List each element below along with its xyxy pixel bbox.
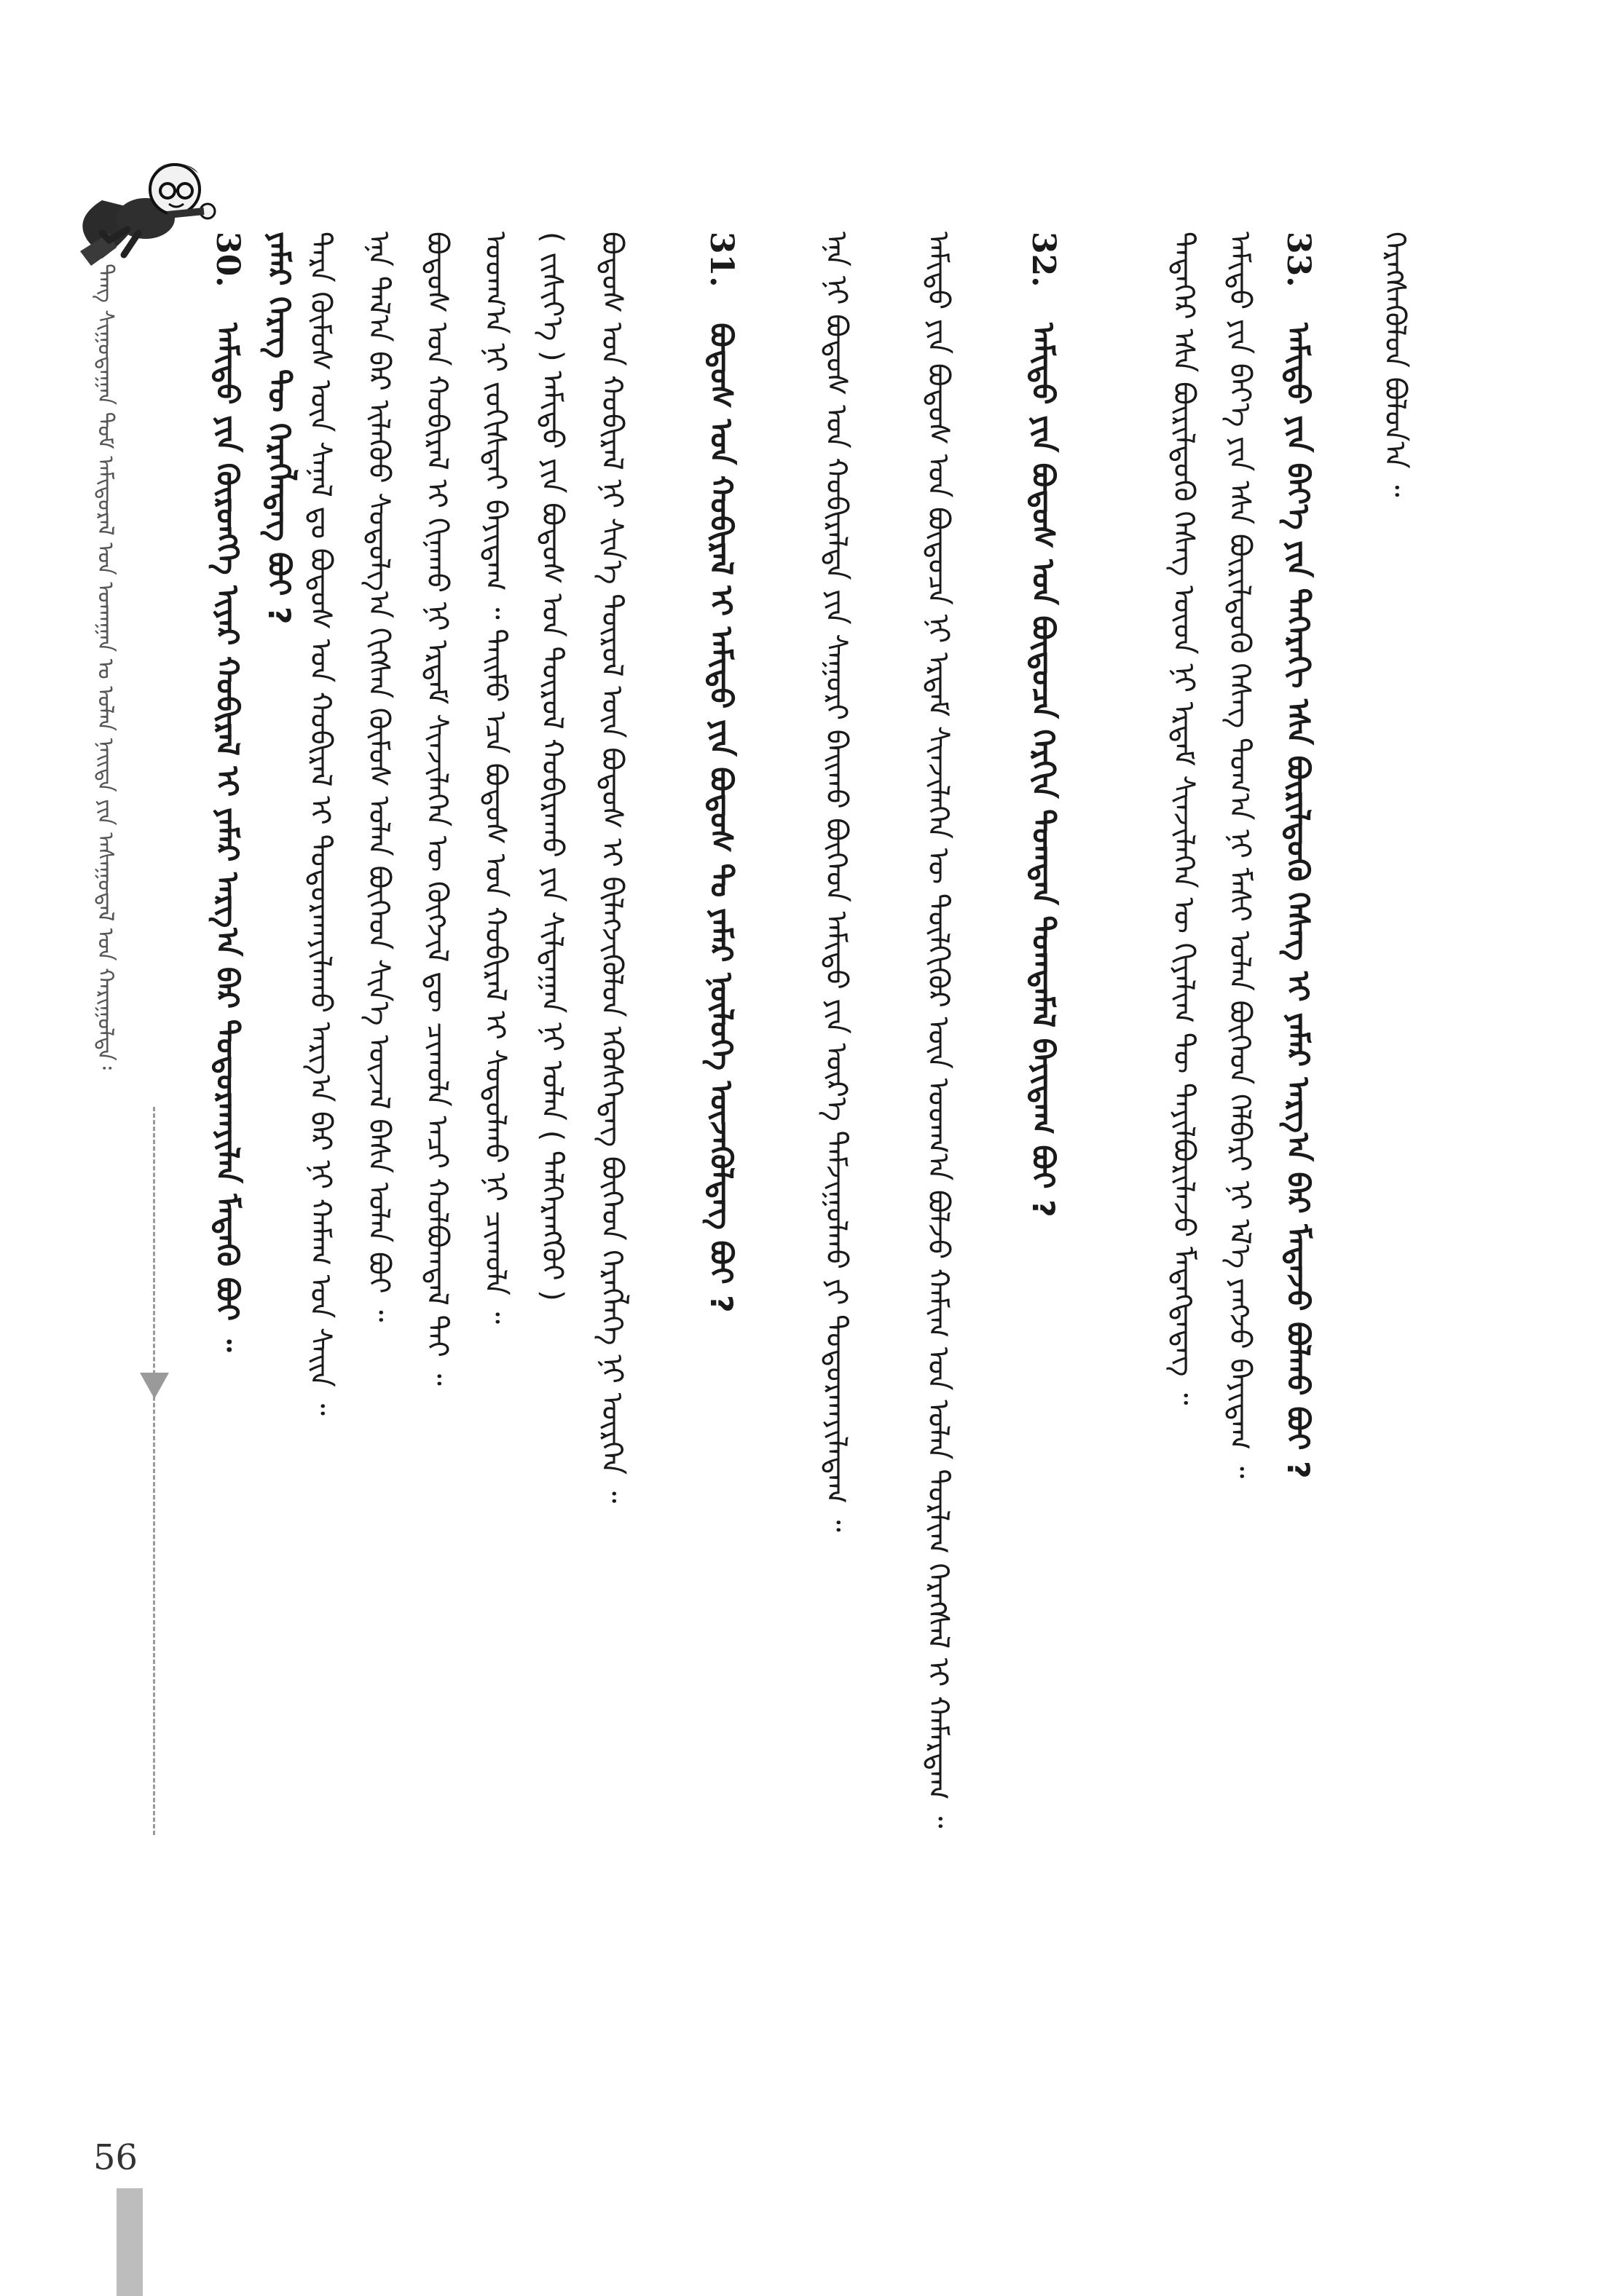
column-text: ᠲᠡᠷᠡ ᠬᠦᠮᠦᠰ ᠦᠨ ᠰᠠᠨᠠᠯ ᠳᠤ ᠪᠣᠳᠣᠰ ᠤᠨ ᠬᠤᠪᠢᠷᠠᠯ ᠢ ᠲᠣᠳᠤᠷᠬᠠᠶᠢᠯᠠᠬᠤ ᠠᠷᠭ᠎ᠠ ᠪᠠᠷ ᠨᠢ ᠬᠠᠮᠠᠭ ᠤᠨ ᠰᠠᠢᠨ ᠃ <box>304 232 337 1416</box>
text-column-9 <box>595 232 629 1504</box>
column-text: ᠡᠨᠡ ᠨᠢ ᠪᠣᠳᠣᠰ ᠤᠨ ᠬᠤᠪᠢᠷᠠᠯᠲᠠ ᠶᠢᠨ ᠰᠠᠭᠤᠷᠢ ᠪᠠᠢᠬᠤ ᠪᠥᠭᠡᠳ ᠠᠮᠢᠳᠤ ᠶᠢᠨ ᠦᠷ᠎ᠡ ᠳᠠᠮᠵᠢᠭᠤᠯᠬᠤ ᠶᠢ ᠲᠣᠳᠤᠷᠬᠠᠶᠢᠯᠠᠳᠠᠭ ᠃ <box>819 232 853 1532</box>
column-text: ᠡᠨᠡ ᠲᠠᠯ᠎ᠠ ᠪᠠᠷ ᠢᠯᠡᠭᠦᠦ ᠰᠤᠳᠤᠯᠭ᠎ᠠ ᠬᠢᠭᠰᠡᠨ ᠬᠦᠮᠦᠰ ᠣᠯᠠᠨ ᠪᠥᠭᠡᠳ ᠰᠢᠨ᠎ᠡ ᠦᠵᠡᠯ ᠪᠠᠰᠠ ᠣᠯᠠᠨ ᠪᠣᠢ ᠃ <box>362 232 396 1322</box>
text-column-4 <box>1169 232 1198 2147</box>
triangle-arrow-icon <box>140 1373 169 1399</box>
text-column-13 <box>362 232 396 2147</box>
column-text: ᠤᠳᠬ᠎ᠠ ᠨᠢ ᠵᠣᠬᠢᠰᠲᠠᠢ ᠪᠠᠶᠢᠳᠠᠭ ᠃ ᠲᠡᠢᠮᠦ ᠡᠴᠡ ᠪᠣᠳᠣᠰ ᠤᠨ ᠬᠤᠪᠢᠷᠠᠯ ᠢ ᠰᠤᠳᠤᠯᠬᠤ ᠨᠢ ᠴᠢᠬᠤᠯᠠ ᠃ <box>479 232 512 1325</box>
text-column-12 <box>422 232 452 2147</box>
question-text: ᠶᠠᠮᠠᠷ ᠬᠡᠷᠡᠭ ᠲᠦ ᠬᠡᠷᠡᠭᠯᠡᠳᠡᠭ ᠪᠤᠢ ? <box>261 232 297 625</box>
question-number: 30. <box>209 232 246 288</box>
header-divider <box>153 1107 155 1835</box>
question-32 <box>1025 232 1062 1491</box>
question-number: 33. <box>1280 232 1317 288</box>
question-30-continued <box>261 232 297 1178</box>
text-column-6 <box>921 232 955 2147</box>
column-text: ᠬᠡᠷᠡᠭᠰᠡᠭᠦᠯᠦᠨ ᠪᠣᠯᠤᠨ᠎ᠠ ᠃ <box>1378 232 1412 497</box>
column-text: ᠠᠮᠢᠳᠤ ᠶᠢᠨ ᠪᠡᠶ᠎ᠡ ᠶᠢᠨ ᠡᠰᠡ ᠪᠦᠷᠢᠯᠳᠦᠬᠦ ᠬᠡᠰᠡᠭ ᠲᠣᠭ᠎ᠠ ᠨᠢ ᠮᠠᠰᠢ ᠣᠯᠠᠨ ᠪᠥᠭᠡᠳ ᠬᠡᠯᠪᠡᠷᠢ ᠨᠢ ᠡᠯ᠎ᠡ ᠶᠠᠩᠵᠤ ᠪᠠᠶᠢᠳᠠᠭ ᠃ <box>1223 232 1256 1479</box>
page-tab-marker <box>117 2188 143 2296</box>
text-column-10 <box>535 232 569 2147</box>
page-number: 56 <box>93 2137 138 2178</box>
question-number: 31. <box>703 232 740 288</box>
question-text: ᠠᠮᠢᠳᠤ ᠶᠢᠨ ᠬᠥᠷᠥᠩᠭᠡ ᠢᠶᠠᠷ ᠬᠤᠪᠢᠷᠠᠯ ᠢ ᠶᠠᠮᠠᠷ ᠠᠷᠭ᠎ᠠ ᠪᠠᠷ ᠲᠣᠳᠤᠷᠬᠠᠶᠢᠯᠠᠨ ᠮᠡᠳᠡᠬᠦ ᠪᠤᠢ ᠃ <box>210 323 245 1352</box>
text-column-14 <box>306 232 335 2147</box>
column-text: ᠪᠣᠳᠣᠰ ᠤᠨ ᠬᠤᠪᠢᠷᠠᠯ ᠨᠢ ᠰᠢᠨ᠎ᠡ ᠲᠥᠷᠦᠯ ᠦᠨ ᠪᠣᠳᠣᠰ ᠢ ᠪᠢᠯᠡᠭᠵᠢᠭᠦᠯᠦᠨ ᠡᠭᠦᠰᠭᠡᠳᠡᠭ ᠪᠥᠭᠡᠳ ᠬᠡᠷᠡᠭᠯᠡᠭᠡ ᠨᠢ ᠦᠷᠭᠡᠨ ᠃ <box>595 232 629 1504</box>
column-text: ᠪᠣᠳᠣᠰ ᠤᠨ ᠬᠤᠪᠢᠷᠠᠯ ᠢ ᠬᠢᠨᠠᠬᠤ ᠨᠢ ᠡᠷᠳᠡᠮ ᠰᠢᠨᠵᠢᠯᠡᠭᠡᠨ ᠦ ᠬᠥᠭᠵᠢᠯ ᠳᠦ ᠴᠢᠬᠤᠯᠠ ᠠᠴᠢ ᠬᠣᠯᠪᠣᠭᠳᠠᠯ ᠲᠠᠢ ᠃ <box>420 232 454 1386</box>
text-column-3 <box>1225 232 1254 2147</box>
running-header: ᠳᠠᠩ ᠰᠢᠭᠤᠳᠠᠭᠠᠨ ᠳᠤᠮ ᠠᠮᠢᠳᠤᠷᠠᠯ ᠤᠨ ᠤᠬᠠᠭᠠᠨ ᠤ ᠣᠯᠠᠨ ᠨᠡᠢᠲᠡ ᠶᠢᠨ ᠠᠰᠠᠭᠤᠳᠠᠯ ᠤᠨ ᠬᠠᠷᠢᠭᠤᠯᠲᠠ᠄ <box>93 264 118 1070</box>
question-number: 32. <box>1025 232 1062 288</box>
question-33 <box>1280 232 1317 1479</box>
question-text: ᠪᠣᠳᠣᠰ ᠤᠨ ᠬᠤᠪᠢᠷᠠᠯ ᠢ ᠠᠮᠢᠳᠤ ᠶᠢᠨ ᠪᠣᠳᠣᠰ ᠲᠤ ᠶᠠᠮᠠᠷ ᠨᠥᠯᠥᠭᠡ ᠦᠵᠡᠭᠦᠯᠳᠡᠭ ᠪᠤᠢ ? <box>704 323 739 1313</box>
question-text: ᠠᠮᠢᠳᠤ ᠶᠢᠨ ᠪᠡᠶ᠎ᠡ ᠶᠢᠨ ᠳᠡᠭᠡᠷᠡᠬᠢ ᠡᠰᠡ ᠪᠦᠷᠢᠯᠳᠦᠬᠦ ᠬᠡᠰᠡᠭ ᠢ ᠶᠠᠮᠠᠷ ᠠᠷᠭ᠎ᠠ ᠪᠠᠷ ᠮᠡᠳᠡᠵᠦ ᠪᠣᠯᠬᠤ ᠪᠤᠢ ? <box>1280 323 1316 1479</box>
cartoon-boy-glasses-cape-icon <box>58 131 226 277</box>
column-text: ᠲᠡᠳᠡᠭᠡᠷ ᠡᠰᠡ ᠪᠦᠷᠢᠯᠳᠦᠬᠦ ᠬᠡᠰᠡᠭ ᠦᠳ ᠨᠢ ᠡᠷᠳᠡᠮ ᠰᠢᠨᠵᠢᠯᠡᠭᠡᠨ ᠦ ᠬᠢᠶᠠᠯᠢᠭ ᠲᠦ ᠲᠠᠶᠢᠯᠪᠤᠷᠢᠯᠠᠵᠤ ᠮᠡᠳᠡᠭᠳᠡᠳᠡᠭ ᠃ <box>1167 232 1200 1405</box>
question-text: ᠠᠮᠢᠳᠤ ᠶᠢᠨ ᠪᠣᠳᠣᠰ ᠤᠨ ᠪᠦᠲᠦᠴᠡ ᠬᠡᠷᠬᠢᠨ ᠲᠣᠭᠲᠠᠨ ᠲᠣᠭᠲᠠᠮᠠᠯ ᠪᠠᠶᠢᠳᠠᠭ ᠪᠤᠢ ? <box>1026 323 1061 1218</box>
question-30 <box>209 232 246 2147</box>
text-column-11 <box>481 232 510 1994</box>
text-column-7 <box>819 232 853 2147</box>
text-column-1 <box>1378 232 1412 960</box>
column-text: ( ᠵᠢᠱᠢᠶ᠎ᠡ ) ᠠᠮᠢᠳᠤ ᠶᠢᠨ ᠪᠣᠳᠣᠰ ᠤᠨ ᠲᠥᠷᠦᠯ ᠬᠤᠪᠢᠷᠠᠬᠤ ᠶᠢᠨ ᠰᠢᠯᠲᠠᠭᠠᠨ ᠨᠢ ᠣᠯᠠᠨ ( ᠳᠡᠯᠭᠡᠷᠡᠩᠭᠦᠢ ) <box>535 232 569 1301</box>
column-text: ᠠᠮᠢᠳᠤ ᠶᠢᠨ ᠪᠣᠳᠣᠰ ᠤᠨ ᠪᠦᠲᠦᠴᠡ ᠨᠢ ᠡᠷᠳᠡᠮ ᠰᠢᠨᠵᠢᠯᠡᠭᠡᠨ ᠦ ᠲᠦᠯᠬᠢᠭᠦᠷ ᠦᠨ ᠤᠳᠬ᠎ᠠ ᠪᠣᠯᠵᠤ ᠬᠠᠮᠢᠭ ᠤᠨ ᠣᠯᠠᠨ ᠲᠣᠷᠯᠢᠭ ᠬᠡᠷᠡᠭᠰᠡᠯ ᠢ ᠬᠠᠮᠠᠷᠳᠠᠭ ᠃ <box>921 232 955 1828</box>
question-31 <box>703 232 740 1542</box>
